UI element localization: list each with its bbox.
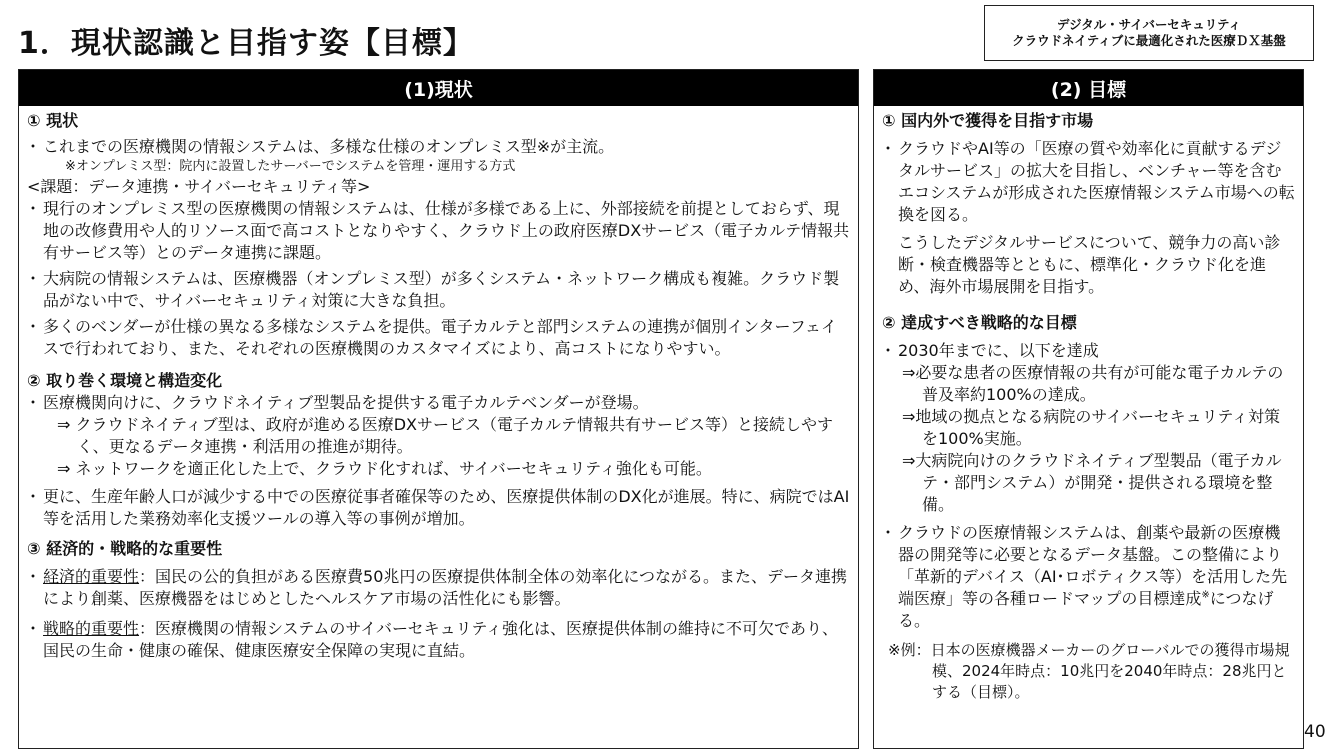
environment-arrow-2: ⇒ ネットワークを適正化した上で、クラウド化すれば、サイバーセキュリティ強化も可能。 (57, 459, 712, 478)
page-number: 40 (1304, 722, 1326, 742)
market-paragraph: こうしたデジタルサービスについて、競争力の高い診断・検査機器等とともに、標準化・クラウド化を進め、海外市場展開を目指す。 (898, 233, 1281, 296)
market-bullet-1: ・ クラウドやAI等の「医療の質や効率化に貢献するデジタルサービス」の拡大を目指し、ベンチャー等を含むエコシステムが形成された医療情報システム市場への転換を図る。 (882, 138, 1295, 226)
section-heading-environment: ② 取り巻く環境と構造変化 (27, 371, 223, 390)
onpremise-note: ※オンプレミス型：院内に設置したサーバーでシステムを管理・運用する方式 (65, 159, 516, 174)
economic-importance-bullet (27, 566, 850, 610)
goals-panel (873, 69, 1304, 749)
environment-bullet-1: ・ 医療機関向けに、クラウドネイティブ型製品を提供する電子カルテベンダーが登場。 (27, 392, 850, 414)
section-heading-status: ① 現状 (27, 111, 79, 130)
topic-badge (984, 5, 1314, 61)
status-bullet-3: ・ 大病院の情報システムは、医療機器（オンプレミス型）が多くシステム・ネットワーク構成も複雑。クラウド製品がない中で、サイバーセキュリティ対策に大きな負担。 (27, 268, 850, 312)
status-bullet-2: ・ 現行のオンプレミス型の医療機関の情報システムは、仕様が多様である上に、外部接続を前提としておらず、現地の改修費用や人的リソース面で高コストとなりやすく、クラウド上の政府医療DXサービス（電子カルテ情報共有サービス等）とのデータ連携に課題。 (27, 198, 850, 264)
goals-bullet-2 (882, 522, 1295, 632)
goals-bullet-2-tail: につなげる。 (898, 589, 1274, 630)
goal-arrow-3: ⇒大病院向けのクラウドネイティブ型製品（電子カルテ・部門システム）が開発・提供される環境を整備。 (902, 451, 1282, 514)
section-heading-strategic-goals: ② 達成すべき戦略的な目標 (882, 313, 1077, 332)
goal-arrow-1: ⇒必要な患者の医療情報の共有が可能な電子カルテの普及率約100%の達成。 (902, 363, 1284, 404)
goals-bullet-2-mark: ※ (1201, 589, 1210, 601)
issue-label: <課題：データ連携・サイバーセキュリティ等> (27, 177, 371, 196)
economic-importance-label: 経済的重要性 (43, 567, 140, 586)
goals-header: (2) 目標 (874, 70, 1303, 106)
topic-badge-line2: クラウドネイティブに最適化された医療ＤＸ基盤 (1012, 33, 1286, 48)
strategic-importance-bullet (27, 618, 850, 662)
status-bullet-4: ・ 多くのベンダーが仕様の異なる多様なシステムを提供。電子カルテと部門システムの連携が個別インターフェイスで行われており、また、それぞれの医療機関のカスタマイズにより、高コストになりやすい。 (27, 316, 850, 360)
section-heading-market: ① 国内外で獲得を目指す市場 (882, 111, 1094, 130)
goal-arrow-2: ⇒地域の拠点となる病院のサイバーセキュリティ対策を100%実施。 (902, 407, 1281, 448)
goals-bullet-1: ・ 2030年までに、以下を達成 (882, 340, 1295, 362)
goals-bullet-2-main: クラウドの医療情報システムは、創薬や最新の医療機器の開発等に必要となるデータ基盤。この整備により「革新的デバイス（AI･ロボティクス等）を活用した先端医療」等の各種ロードマップの目標達成 (898, 523, 1288, 608)
strategic-importance-label: 戦略的重要性 (43, 619, 140, 638)
environment-bullet-2: ・ 更に、生産年齢人口が減少する中での医療従事者確保等のため、医療提供体制のDX化が進展。特に、病院ではAI等を活用した業務効率化支援ツールの導入等の事例が増加。 (27, 486, 850, 530)
section-heading-importance: ③ 経済的・戦略的な重要性 (27, 539, 223, 558)
strategic-importance-text: ：医療機関の情報システムのサイバーセキュリティ強化は、医療提供体制の維持に不可欠であり、国民の生命・健康の確保、健康医療安全保障の実現に直結。 (43, 619, 839, 660)
topic-badge-line1: デジタル・サイバーセキュリティ (1056, 17, 1242, 32)
economic-importance-text: ：国民の公的負担がある医療費50兆円の医療提供体制全体の効率化につながる。また、データ連携により創薬、医療機器をはじめとしたヘルスケア市場の活性化にも影響。 (43, 567, 848, 608)
environment-arrow-1: ⇒ クラウドネイティブ型は、政府が進める医療DXサービス（電子カルテ情報共有サービス等）と接続しやすく、更なるデータ連携・利活用の推進が期待。 (57, 415, 834, 456)
current-status-panel (18, 69, 859, 749)
current-status-header: (1)現状 (19, 70, 858, 106)
goals-footnote: ※例：日本の医療機器メーカーのグローバルでの獲得市場規模、2024年時点：10兆円を2040年時点：28兆円とする（目標）。 (888, 641, 1290, 701)
page-title: 1．現状認識と目指す姿【目標】 (18, 26, 474, 61)
status-bullet-1: ・ これまでの医療機関の情報システムは、多様な仕様のオンプレミス型※が主流。 (27, 136, 850, 158)
